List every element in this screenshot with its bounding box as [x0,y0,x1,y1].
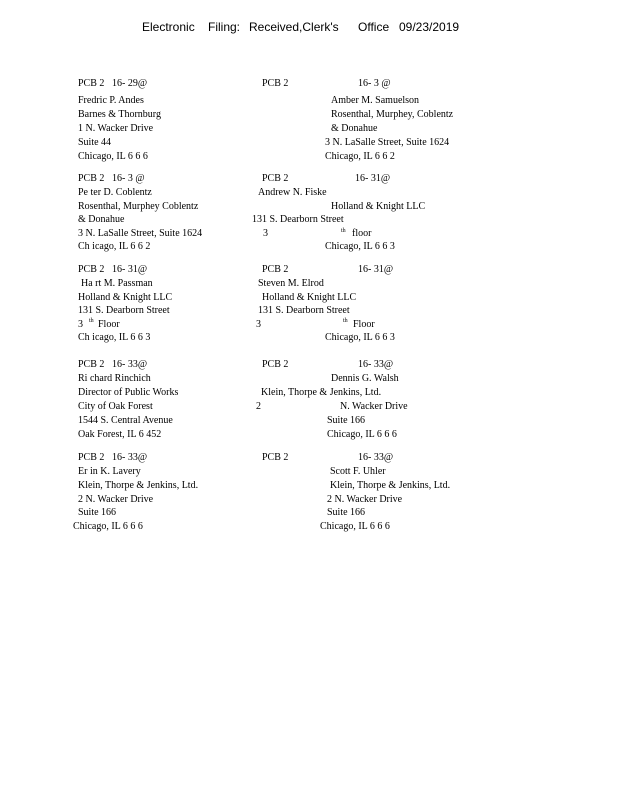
case-label: PCB 2 [78,78,105,89]
entry-floor-number: 3 [78,319,83,330]
entry-street: 1 N. Wacker Drive [78,123,154,134]
entry-street: 131 S. Dearborn Street [258,305,350,316]
entry-suite: Suite 166 [327,415,366,426]
entry-firm-cont: & Donahue [331,123,378,134]
entry-firm: Klein, Thorpe & Jenkins, Ltd. [330,480,451,491]
case-number: 16- 3 @ [112,173,145,184]
entry-street-number: 2 [256,401,261,412]
entry-street: 131 S. Dearborn Street [252,214,344,225]
entry-city: Chicago, IL 6 6 6 [73,521,143,532]
case-number: 16- 29@ [112,78,148,89]
case-label: PCB 2 [78,359,105,370]
entry-firm: Holland & Knight LLC [78,292,173,303]
entry-firm: Rosenthal, Murphey Coblentz [78,201,199,212]
header-received: Received,Clerk's [249,20,339,34]
header-office: Office [358,20,390,34]
entry-city: Chicago, IL 6 6 3 [325,241,395,252]
entry-floor-word: floor [352,228,372,239]
entry-floor-number: 3 [263,228,268,239]
entry-floor-word: Floor [98,319,120,330]
entry-floor-suffix: th [89,318,94,324]
entry-city: Ch icago, IL 6 6 3 [78,332,151,343]
entry-floor-word: Floor [353,319,375,330]
entry-title: Director of Public Works [78,387,179,398]
case-label: PCB 2 [262,264,289,275]
entry-firm: Holland & Knight LLC [262,292,357,303]
entry-suite: Suite 44 [78,137,112,148]
case-label: PCB 2 [262,452,289,463]
entry-firm: Barnes & Thornburg [78,109,161,120]
header-electronic: Electronic [142,20,195,34]
case-label: PCB 2 [78,452,105,463]
entry-organization: City of Oak Forest [78,401,153,412]
entry-firm-cont: & Donahue [78,214,125,225]
entry-street: 2 N. Wacker Drive [327,494,403,505]
entry-city: Ch icago, IL 6 6 2 [78,241,151,252]
case-label: PCB 2 [262,359,289,370]
entry-city: Chicago, IL 6 6 6 [327,429,397,440]
entry-city: Chicago, IL 6 6 3 [325,332,395,343]
entry-firm: Holland & Knight LLC [331,201,426,212]
entry-name: Dennis G. Walsh [331,373,399,384]
entry-floor-suffix: th [341,228,346,234]
entry-name: Ri chard Rinchich [78,373,151,384]
entry-firm: Klein, Thorpe & Jenkins, Ltd. [78,480,199,491]
case-label: PCB 2 [78,264,105,275]
header-date: 09/23/2019 [399,20,460,34]
case-number: 16- 33@ [358,359,394,370]
case-number: 16- 33@ [358,452,394,463]
entry-city: Chicago, IL 6 6 6 [320,521,390,532]
case-label: PCB 2 [262,173,289,184]
case-number: 16- 33@ [112,359,148,370]
case-number: 16- 3 @ [358,78,391,89]
entry-firm: Rosenthal, Murphey, Coblentz [331,109,454,120]
entry-name: Pe ter D. Coblentz [78,187,152,198]
case-number: 16- 33@ [112,452,148,463]
entry-street: 1544 S. Central Avenue [78,415,173,426]
entry-name: Andrew N. Fiske [258,187,327,198]
entry-name: Ha rt M. Passman [81,278,153,289]
case-label: PCB 2 [78,173,105,184]
case-label: PCB 2 [262,78,289,89]
entry-street: 131 S. Dearborn Street [78,305,170,316]
header-filing: Filing: [208,20,241,34]
entry-city: Chicago, IL 6 6 6 [78,151,148,162]
entry-name: Steven M. Elrod [258,278,324,289]
case-number: 16- 31@ [112,264,148,275]
entry-city: Oak Forest, IL 6 452 [78,429,162,440]
case-number: 16- 31@ [355,173,391,184]
entry-street: 2 N. Wacker Drive [78,494,154,505]
entry-floor-suffix: th [343,318,348,324]
entry-street-name: N. Wacker Drive [340,401,408,412]
entry-city: Chicago, IL 6 6 2 [325,151,395,162]
entry-street: 3 N. LaSalle Street, Suite 1624 [78,228,203,239]
entry-name: Er in K. Lavery [78,466,141,477]
entry-name: Scott F. Uhler [330,466,386,477]
entry-firm: Klein, Thorpe & Jenkins, Ltd. [261,387,382,398]
entry-name: Fredric P. Andes [78,95,144,106]
entry-floor-number: 3 [256,319,261,330]
entry-suite: Suite 166 [327,507,366,518]
entry-suite: Suite 166 [78,507,117,518]
entry-street: 3 N. LaSalle Street, Suite 1624 [325,137,450,148]
case-number: 16- 31@ [358,264,394,275]
entry-name: Amber M. Samuelson [331,95,420,106]
